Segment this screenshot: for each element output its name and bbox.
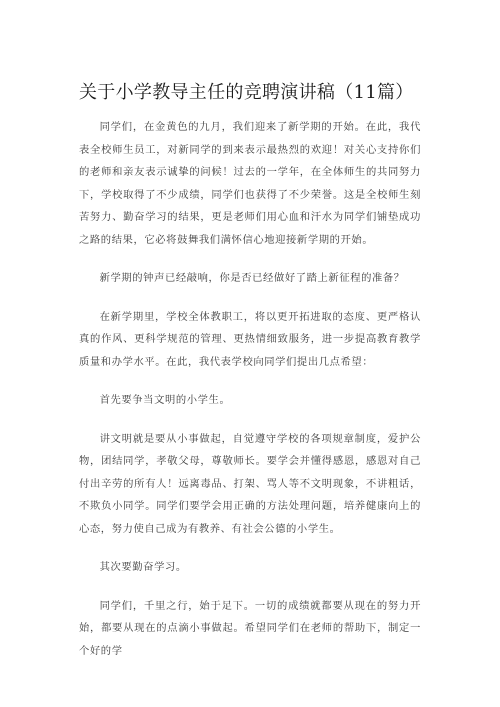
- document-title: 关于小学教导主任的竞聘演讲稿（11篇）: [79, 82, 414, 103]
- paragraph-heading-study: 其次要勤奋学习。: [99, 561, 187, 573]
- paragraph-study: 同学们，千里之行，始于足下。一切的成绩就都要从现在的努力开始，都要从现在的点滴小事做起。希望同学们在老师的帮助下，制定一个好的学: [79, 599, 421, 657]
- paragraph-welcome: 同学们，在金黄色的九月，我们迎来了新学期的开始。在此，我代表全校师生员工，对新同学的到来表示最热烈的欢迎！对关心支持你们的老师和亲友表示诚挚的问候！过去的一学年，在全体师生的共同努力下，学校取得了不少成绩，同学们也获得了不少荣誉。这是全校师生刻苦努力、勤奋学习的结果，更是老师们用心血和汗水为同学们铺垫成功之路的结果，它必将鼓舞我们满怀信心地迎接新学期的开始。: [79, 121, 421, 246]
- paragraph-civility: 讲文明就是要从小事做起，自觉遵守学校的各项规章制度，爱护公物，团结同学，孝敬父母，尊敬师长。要学会并懂得感恩，感恩对自己付出辛劳的所有人！远离毒品、打架、骂人等不文明现象，不讲粗话，不欺负小同学。同学们要学会用正确的方法处理问题，培养健康向上的心态，努力使自己成为有教养、有社会公德的小学生。: [79, 432, 421, 535]
- paragraph-heading-civility: 首先要争当文明的小学生。: [99, 394, 231, 406]
- paragraph-new-term: 在新学期里，学校全体教职工，将以更开拓进取的态度、更严格认真的作风、更科学规范的管理、更热情细致服务，进一步提高教育教学质量和办学水平。在此，我代表学校向同学们提出几点希望：: [79, 310, 421, 368]
- paragraph-question: 新学期的钟声已经敲响，你是否已经做好了踏上新征程的准备？: [99, 272, 405, 284]
- document-body: [79, 116, 421, 678]
